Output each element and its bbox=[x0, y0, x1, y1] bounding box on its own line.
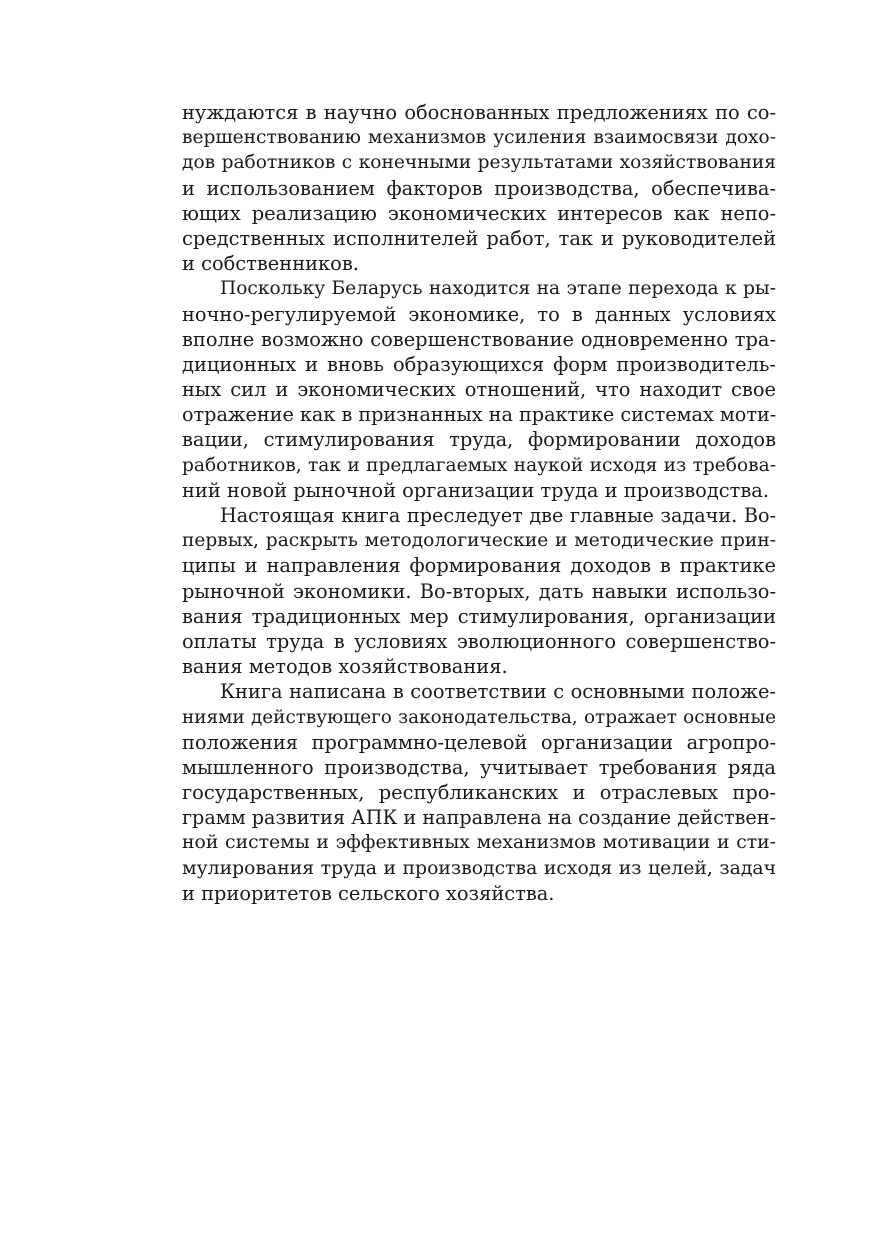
text-line: вполне возможно совершенствование одновременно тра- bbox=[182, 327, 776, 351]
text-line: ющих реализацию экономических интересов как непо- bbox=[182, 201, 776, 225]
text-line: дов работников с конечными результатами хозяйствования bbox=[182, 152, 776, 174]
text-line: вершенствованию механизмов усиления взаимосвязи дохо- bbox=[182, 127, 776, 149]
text-line: ниями действующего законодательства, отражает основные bbox=[182, 706, 776, 728]
text-line: диционных и вновь образующихся форм производитель- bbox=[182, 352, 776, 376]
text-line: мулирования труда и производства исходя из целей, задач bbox=[182, 857, 776, 879]
text-line: ных сил и экономических отношений, что находит свое bbox=[182, 378, 776, 402]
text-line: мышленного производства, учитывает требования ряда bbox=[182, 755, 776, 779]
paragraph-3 bbox=[182, 503, 776, 679]
text-line: ночно-регулируемой экономике, то в данных условиях bbox=[182, 302, 776, 326]
text-line: рыночной экономики. Во-вторых, дать навыки использо- bbox=[182, 579, 776, 603]
text-line: вания методов хозяйствования. bbox=[182, 655, 508, 679]
paragraph-2 bbox=[182, 276, 776, 503]
text-line: и приоритетов сельского хозяйства. bbox=[182, 881, 555, 905]
text-line: ний новой рыночной организации труда и производства. bbox=[182, 478, 770, 502]
text-line: Настоящая книга преследует две главные задачи. Во- bbox=[220, 504, 776, 527]
text-line: ной системы и эффективных механизмов мотивации и сти- bbox=[182, 832, 776, 854]
text-line: государственных, республиканских и отраслевых про- bbox=[182, 781, 776, 805]
text-line: положения программно-целевой организации агропро- bbox=[182, 730, 776, 754]
text-line: вации, стимулирования труда, формировании доходов bbox=[182, 428, 776, 452]
text-line: вания традиционных мер стимулирования, организации bbox=[182, 604, 776, 628]
text-line: оплаты труда в условиях эволюционного совершенство- bbox=[182, 629, 776, 653]
text-line: грамм развития АПК и направлена на создание действен- bbox=[182, 806, 776, 830]
text-line: ципы и направления формирования доходов в практике bbox=[182, 554, 776, 578]
paragraph-4 bbox=[182, 679, 776, 906]
text-line: нуждаются в научно обоснованных предложениях по со- bbox=[182, 101, 776, 124]
text-line: средственных исполнителей работ, так и руководителей bbox=[182, 226, 776, 250]
text-line: первых, раскрыть методологические и методические прин- bbox=[182, 530, 776, 552]
paragraph-1 bbox=[182, 100, 776, 276]
text-line: и собственников. bbox=[182, 252, 359, 276]
text-line: Книга написана в соответствии с основными положе- bbox=[220, 680, 776, 704]
text-line: Поскольку Беларусь находится на этапе перехода к ры- bbox=[220, 278, 776, 300]
text-line: работников, так и предлагаемых наукой исходя из требова- bbox=[182, 454, 776, 476]
text-line: и использованием факторов производства, обеспечива- bbox=[182, 176, 776, 200]
text-line: отражение как в признанных на практике системах моти- bbox=[182, 403, 776, 427]
body-text bbox=[182, 100, 776, 906]
